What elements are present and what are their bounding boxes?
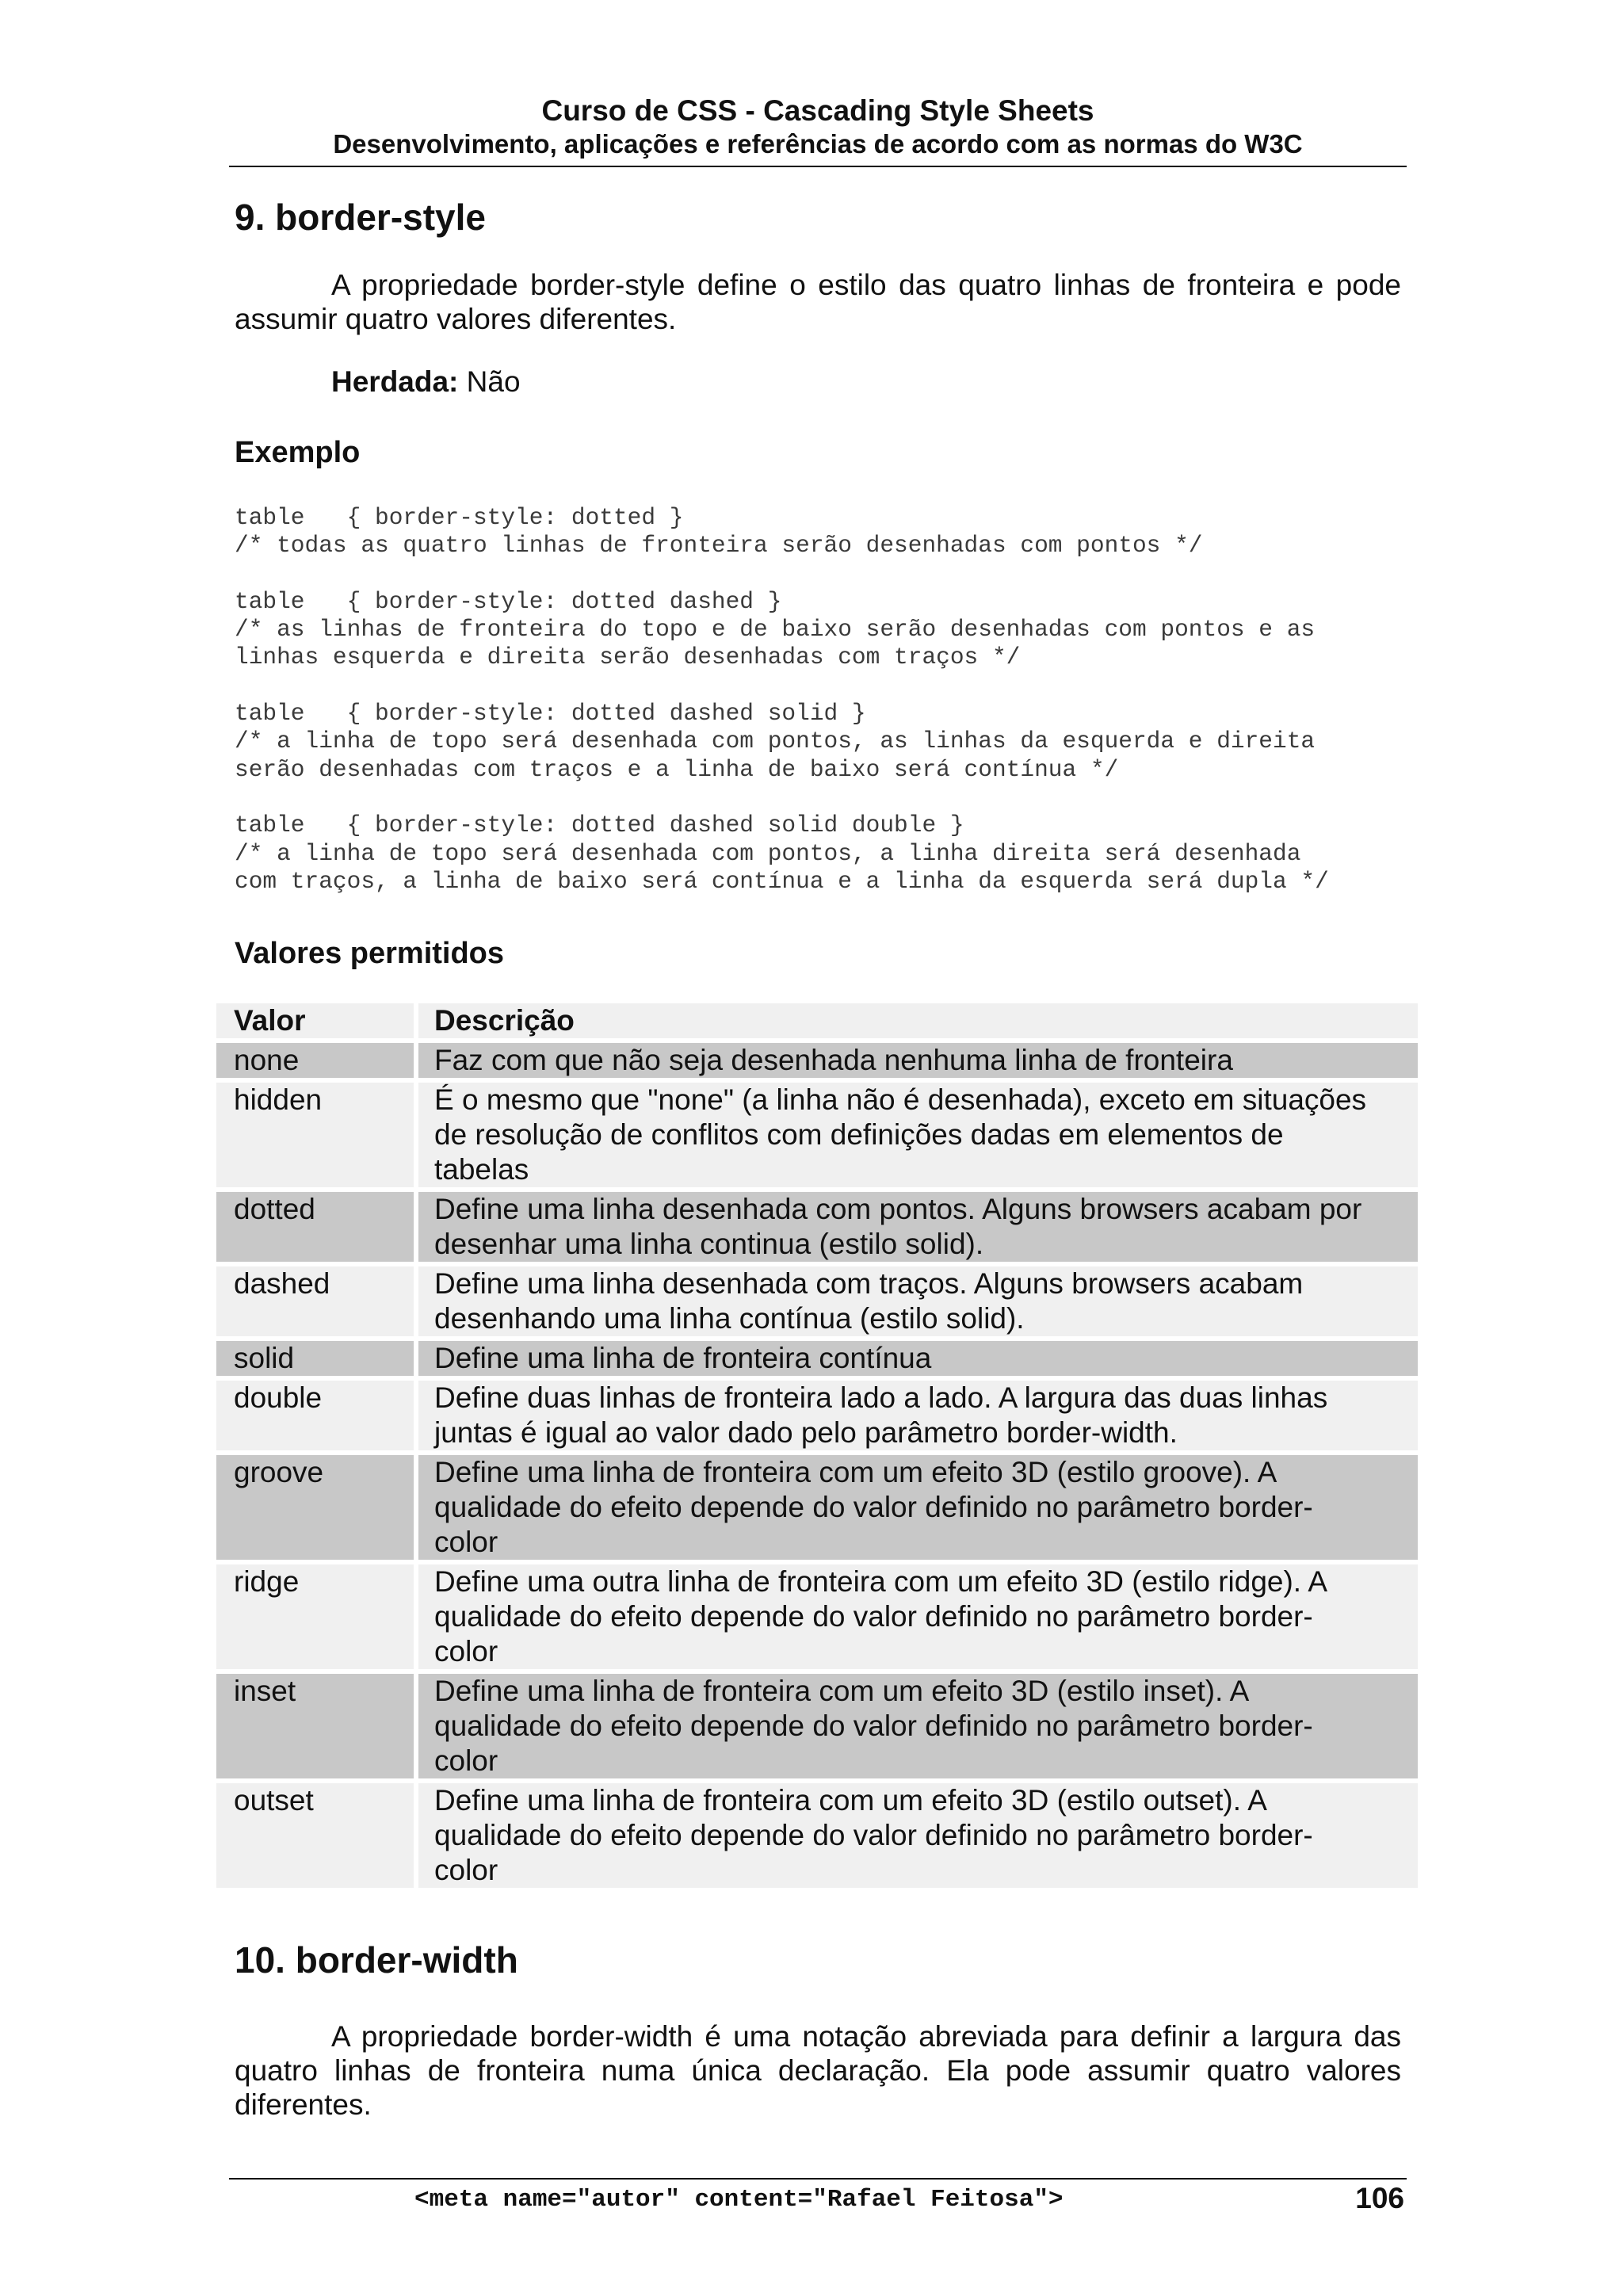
table-row [216, 1341, 1418, 1376]
description-line: tabelas [434, 1153, 529, 1186]
description-cell [418, 1192, 1418, 1262]
allowed-values-table [216, 1003, 1418, 1893]
code-example-block [235, 504, 1423, 896]
table-row [216, 1783, 1418, 1888]
description-cell [418, 1783, 1418, 1888]
code-line: /* todas as quatro linhas de fronteira serão desenhadas com pontos */ [235, 532, 1203, 560]
example-heading: Exemplo [235, 436, 361, 469]
description-line: qualidade do efeito depende do valor definido no parâmetro border- [434, 1491, 1313, 1523]
code-line: table { border-style: dotted dashed solid } [235, 700, 866, 728]
section-heading-border-width: 10. border-width [235, 1939, 518, 1981]
description-line: color [434, 1635, 498, 1668]
footer-meta-tag: <meta name="autor" content="Rafael Feitosa"> [414, 2186, 1064, 2214]
header-title: Curso de CSS - Cascading Style Sheets [541, 94, 1094, 127]
values-heading: Valores permitidos [235, 937, 505, 970]
description-line: Define uma linha de fronteira contínua [434, 1342, 932, 1374]
description-line: É o mesmo que "none" (a linha não é desenhada), exceto em situações [434, 1083, 1367, 1116]
code-line [235, 560, 1423, 588]
description-line: desenhando uma linha contínua (estilo solid). [434, 1302, 1025, 1335]
description-line: Define uma linha de fronteira com um efeito 3D (estilo groove). A [434, 1456, 1277, 1488]
table-row [216, 1674, 1418, 1778]
table-row [216, 1381, 1418, 1450]
code-line: /* a linha de topo será desenhada com pontos, a linha direita será desenhada [235, 839, 1301, 867]
description-line: Define uma linha de fronteira com um efeito 3D (estilo inset). A [434, 1675, 1250, 1707]
section-intro-border-style: A propriedade border-style define o estilo das quatro linhas de fronteira e pode assumir quatro valores diferentes. [235, 269, 1401, 335]
code-line: com traços, a linha de baixo será contínua e a linha da esquerda será dupla */ [235, 867, 1329, 895]
description-cell [418, 1266, 1418, 1336]
header-subtitle: Desenvolvimento, aplicações e referências de acordo com as normas do W3C [333, 129, 1303, 159]
description-line: Define uma outra linha de fronteira com um efeito 3D (estilo ridge). A [434, 1565, 1328, 1598]
table-row [216, 1455, 1418, 1560]
code-line: serão desenhadas com traços e a linha de baixo será contínua */ [235, 755, 1119, 783]
code-line: table { border-style: dotted dashed } [235, 587, 782, 615]
inherited-line [331, 365, 521, 399]
code-line [235, 784, 1423, 812]
code-line [235, 672, 1423, 700]
description-cell [418, 1083, 1418, 1187]
description-cell [418, 1341, 1418, 1376]
description-line: color [434, 1744, 498, 1777]
description-line: color [434, 1854, 498, 1886]
inherited-value: Não [466, 365, 521, 398]
page-number: 106 [1355, 2182, 1404, 2214]
table-row [216, 1043, 1418, 1078]
value-cell: hidden [216, 1083, 414, 1187]
description-line: Define uma linha de fronteira com um efeito 3D (estilo outset). A [434, 1784, 1267, 1817]
description-line: Define uma linha desenhada com traços. Alguns browsers acabam [434, 1267, 1304, 1300]
description-line: Define uma linha desenhada com pontos. Alguns browsers acabam por [434, 1193, 1362, 1225]
description-line: qualidade do efeito depende do valor definido no parâmetro border- [434, 1710, 1313, 1742]
table-header-row [216, 1003, 1418, 1038]
value-cell: none [216, 1043, 414, 1078]
description-cell [418, 1564, 1418, 1669]
description-line: qualidade do efeito depende do valor definido no parâmetro border- [434, 1600, 1313, 1633]
table-row [216, 1564, 1418, 1669]
column-header-description: Descrição [418, 1003, 1418, 1038]
description-cell [418, 1381, 1418, 1450]
value-cell: dotted [216, 1192, 414, 1262]
description-line: Faz com que não seja desenhada nenhuma linha de fronteira [434, 1044, 1233, 1076]
value-cell: double [216, 1381, 414, 1450]
code-line: /* as linhas de fronteira do topo e de baixo serão desenhadas com pontos e as [235, 616, 1316, 644]
code-line: table { border-style: dotted } [235, 504, 684, 531]
description-line: de resolução de conflitos com definições dadas em elementos de [434, 1118, 1284, 1151]
description-cell [418, 1455, 1418, 1560]
code-line: table { border-style: dotted dashed solid double } [235, 812, 964, 839]
value-cell: solid [216, 1341, 414, 1376]
description-cell [418, 1674, 1418, 1778]
table-row [216, 1192, 1418, 1262]
description-cell [418, 1043, 1418, 1078]
value-cell: groove [216, 1455, 414, 1560]
code-line: linhas esquerda e direita serão desenhadas com traços */ [235, 644, 1021, 671]
page-header [229, 94, 1407, 160]
value-cell: outset [216, 1783, 414, 1888]
section-intro-border-width: A propriedade border-width é uma notação abreviada para definir a largura das quatro linhas de fronteira numa única declaração. Ela pode assumir quatro valores diferentes. [235, 2020, 1401, 2121]
column-header-value: Valor [216, 1003, 414, 1038]
section-heading-border-style: 9. border-style [235, 197, 486, 238]
value-cell: inset [216, 1674, 414, 1778]
table-row [216, 1083, 1418, 1187]
footer-divider [229, 2178, 1407, 2179]
description-line: juntas é igual ao valor dado pelo parâmetro border-width. [434, 1416, 1178, 1449]
description-line: color [434, 1526, 498, 1558]
description-line: desenhar uma linha continua (estilo solid). [434, 1228, 984, 1260]
inherited-label: Herdada: [331, 365, 459, 398]
description-line: Define duas linhas de fronteira lado a lado. A largura das duas linhas [434, 1381, 1328, 1414]
code-line: /* a linha de topo será desenhada com pontos, as linhas da esquerda e direita [235, 728, 1316, 755]
table-row [216, 1266, 1418, 1336]
description-line: qualidade do efeito depende do valor definido no parâmetro border- [434, 1819, 1313, 1851]
header-divider [229, 166, 1407, 167]
value-cell: ridge [216, 1564, 414, 1669]
value-cell: dashed [216, 1266, 414, 1336]
